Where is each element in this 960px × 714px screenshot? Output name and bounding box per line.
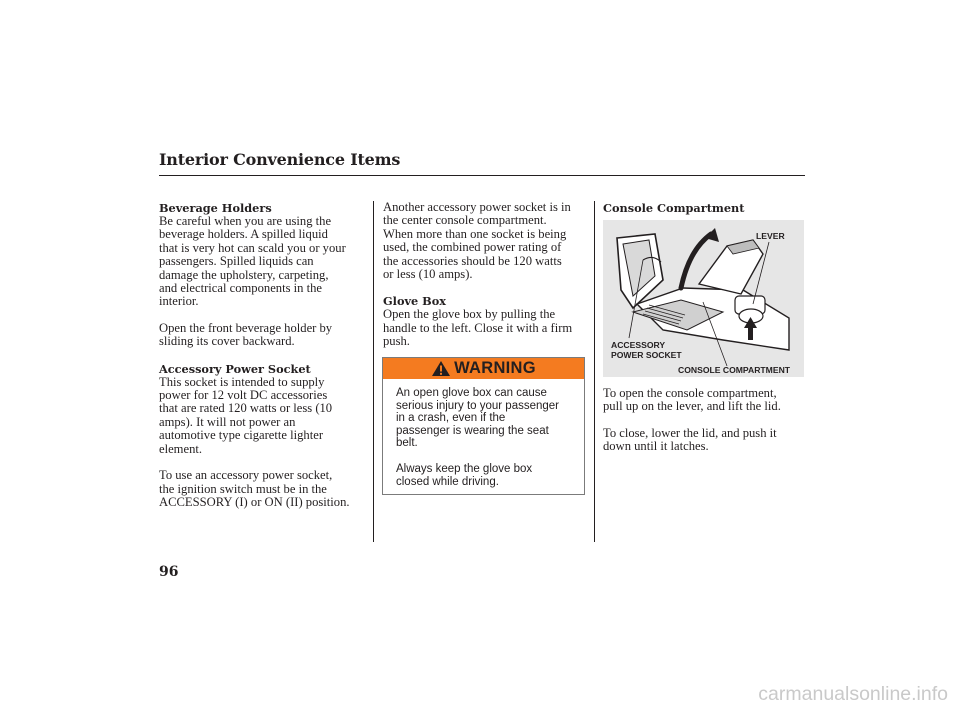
text-line: closed while driving. [396,475,499,488]
console-socket-paragraph [383,201,588,281]
text-line: pull up on the lever, and lift the lid. [603,399,781,414]
text-line: the accessories should be 120 watts [383,253,562,268]
text-line: and electrical components in the [159,281,322,296]
text-line: Open the front beverage holder by [159,320,333,335]
console-close-paragraph [603,427,803,454]
text-line: To close, lower the lid, and push it [603,425,777,440]
text-line: that are rated 120 watts or less (10 [159,401,333,416]
text-line: element. [159,441,203,456]
warning-bar [383,358,584,379]
column-divider-left [373,201,374,542]
text-line: automotive type cigarette lighter [159,428,324,443]
power-socket-rating [159,376,369,456]
beverage-holders-caution [159,215,369,309]
accessory-power-socket-callout [611,341,682,360]
text-line: belt. [396,437,418,450]
console-compartment-callout: CONSOLE COMPARTMENT [678,365,791,375]
warning-label: WARNING [454,359,536,377]
callout-line: POWER SOCKET [611,349,682,360]
text-line: passenger is wearing the seat [396,424,549,437]
text-line: serious injury to your passenger [396,399,559,412]
left-column [159,201,369,509]
console-compartment-figure [603,220,804,377]
column-divider-right [594,201,595,542]
console-open-paragraph [603,387,803,414]
right-column-text [603,387,803,454]
text-line: the ignition switch must be in the [159,481,327,496]
text-line: To open the console compartment, [603,386,777,400]
text-line: damage the upholstery, carpeting, [159,267,329,282]
lever-callout: LEVER [756,231,785,241]
text-line: When more than one socket is being [383,226,567,241]
text-line: or less (10 amps). [383,267,473,282]
text-line: This socket is intended to supply [159,374,325,389]
console-compartment-heading: Console Compartment [603,201,745,215]
text-line: power for 12 volt DC accessories [159,388,328,403]
callout-line: ACCESSORY [611,340,666,350]
warning-box [382,357,585,495]
text-line: Be careful when you are using the [159,214,332,228]
warning-advice [396,463,574,488]
watermark: carmanualsonline.info [758,683,948,705]
beverage-holders-instructions [159,322,369,349]
text-line: down until it latches. [603,439,709,454]
text-line: handle to the left. Close it with a firm [383,320,573,335]
glove-box-heading: Glove Box [383,294,446,309]
warning-triangle-icon [431,360,451,377]
text-line: sliding its cover backward. [159,334,295,349]
text-line: used, the combined power rating of [383,240,562,255]
title-rule [159,175,805,176]
text-line: Another accessory power socket is in [383,200,571,214]
glove-box-paragraph [383,308,588,348]
text-line: push. [383,334,410,349]
beverage-holders-heading: Beverage Holders [159,201,272,215]
page-title: Interior Convenience Items [159,150,401,169]
text-line: ACCESSORY (I) or ON (II) position. [159,494,350,509]
text-line: Always keep the glove box [396,462,533,475]
text-line: the center console compartment. [383,213,547,228]
text-line: in a crash, even if the [396,412,506,425]
text-line: interior. [159,294,199,309]
text-line: passengers. Spilled liquids can [159,254,314,269]
text-line: amps). It will not power an [159,414,296,429]
power-socket-ignition [159,469,369,509]
middle-column [383,201,588,349]
text-line: that is very hot can scald you or your [159,240,346,255]
text-line: An open glove box can cause [396,387,547,399]
text-line: To use an accessory power socket, [159,468,333,483]
warning-text [383,379,584,488]
accessory-power-socket-heading: Accessory Power Socket [159,361,311,376]
page-number: 96 [159,564,179,580]
text-line: beverage holders. A spilled liquid [159,227,328,242]
warning-paragraph [396,387,574,450]
text-line: Open the glove box by pulling the [383,307,556,322]
